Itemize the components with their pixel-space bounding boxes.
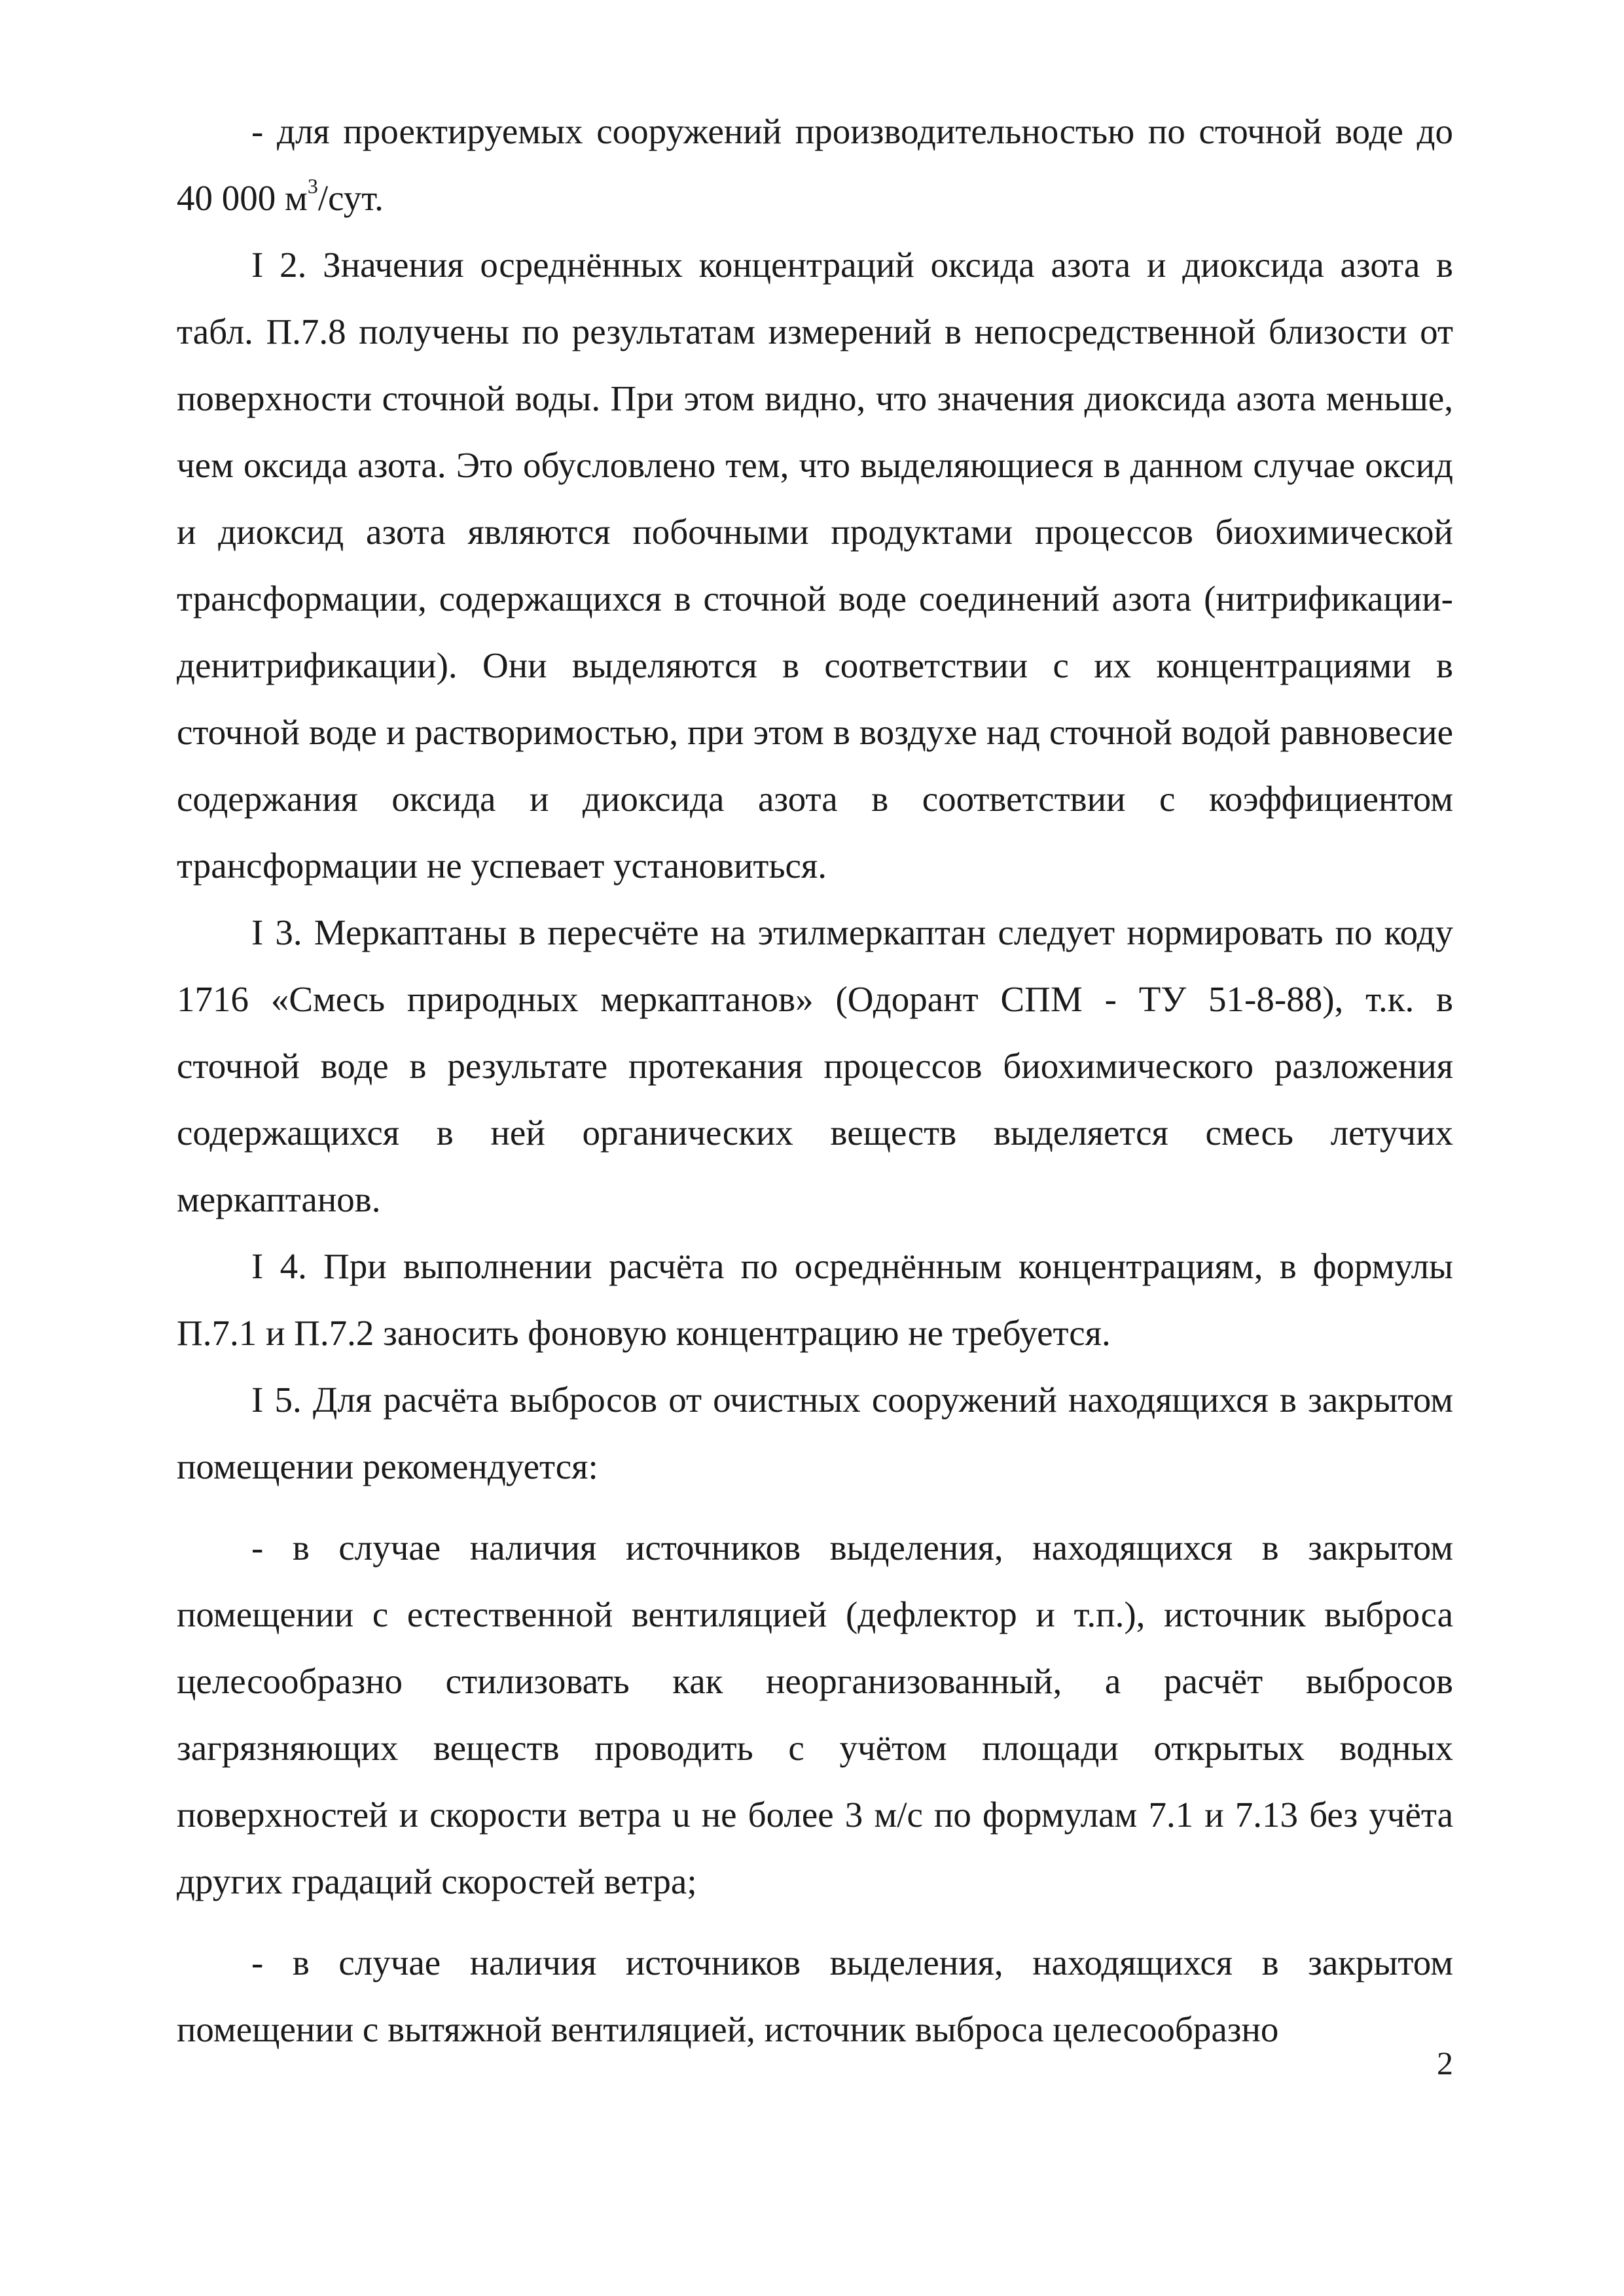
throughput-text: - для проектируемых сооружений производительностью по сточной воде до 40 000 м bbox=[177, 111, 1453, 218]
paragraph-natural-ventilation: - в случае наличия источников выделения, находящихся в закрытом помещении с естественной вентиляцией (дефлектор и т.п.), источник выброса целесообразно стилизовать как неорганизованный, а расчёт выбросов загрязняющих веществ проводить с учётом площади открытых водных поверхностей и скорости ветра u не более 3 м/с по формулам 7.1 и 7.13 без учёта других градаций скоростей ветра; bbox=[177, 1528, 1453, 1901]
paragraph-exhaust-ventilation: - в случае наличия источников выделения, находящихся в закрытом помещении с вытяжной вентиляцией, источник выброса целесообразно bbox=[177, 1943, 1453, 2049]
paragraph-throughput-note bbox=[177, 98, 1453, 232]
body-text bbox=[177, 98, 1453, 2063]
paragraph-note-4: I 4. При выполнении расчёта по осреднённым концентрациям, в формулы П.7.1 и П.7.2 заносить фоновую концентрацию не требуется. bbox=[177, 1246, 1453, 1353]
page-number: 2 bbox=[1437, 2045, 1453, 2081]
cubic-superscript: 3 bbox=[307, 174, 318, 198]
paragraph-note-2: I 2. Значения осреднённых концентраций оксида азота и диоксида азота в табл. П.7.8 получены по результатам измерений в непосредственной близости от поверхности сточной воды. При этом видно, что значения диоксида азота меньше, чем оксида азота. Это обусловлено тем, что выделяющиеся в данном случае оксид и диоксид азота являются побочными продуктами процессов биохимической трансформации, содержащихся в сточной воде соединений азота (нитрификации-денитрификации). Они выделяются в соответствии с их концентрациями в сточной воде и растворимостью, при этом в воздухе над сточной водой равновесие содержания оксида и диоксида азота в соответствии с коэффициентом трансформации не успевает установиться. bbox=[177, 245, 1453, 886]
paragraph-note-5: I 5. Для расчёта выбросов от очистных сооружений находящихся в закрытом помещении рекомендуется: bbox=[177, 1380, 1453, 1486]
paragraph-note-3: I 3. Меркаптаны в пересчёте на этилмеркаптан следует нормировать по коду 1716 «Смесь природных меркаптанов» (Одорант СПМ - ТУ 51-8-88), т.к. в сточной воде в результате протекания процессов биохимического разложения содержащихся в ней органических веществ выделяется смесь летучих меркаптанов. bbox=[177, 912, 1453, 1219]
throughput-unit: /сут. bbox=[317, 178, 384, 218]
